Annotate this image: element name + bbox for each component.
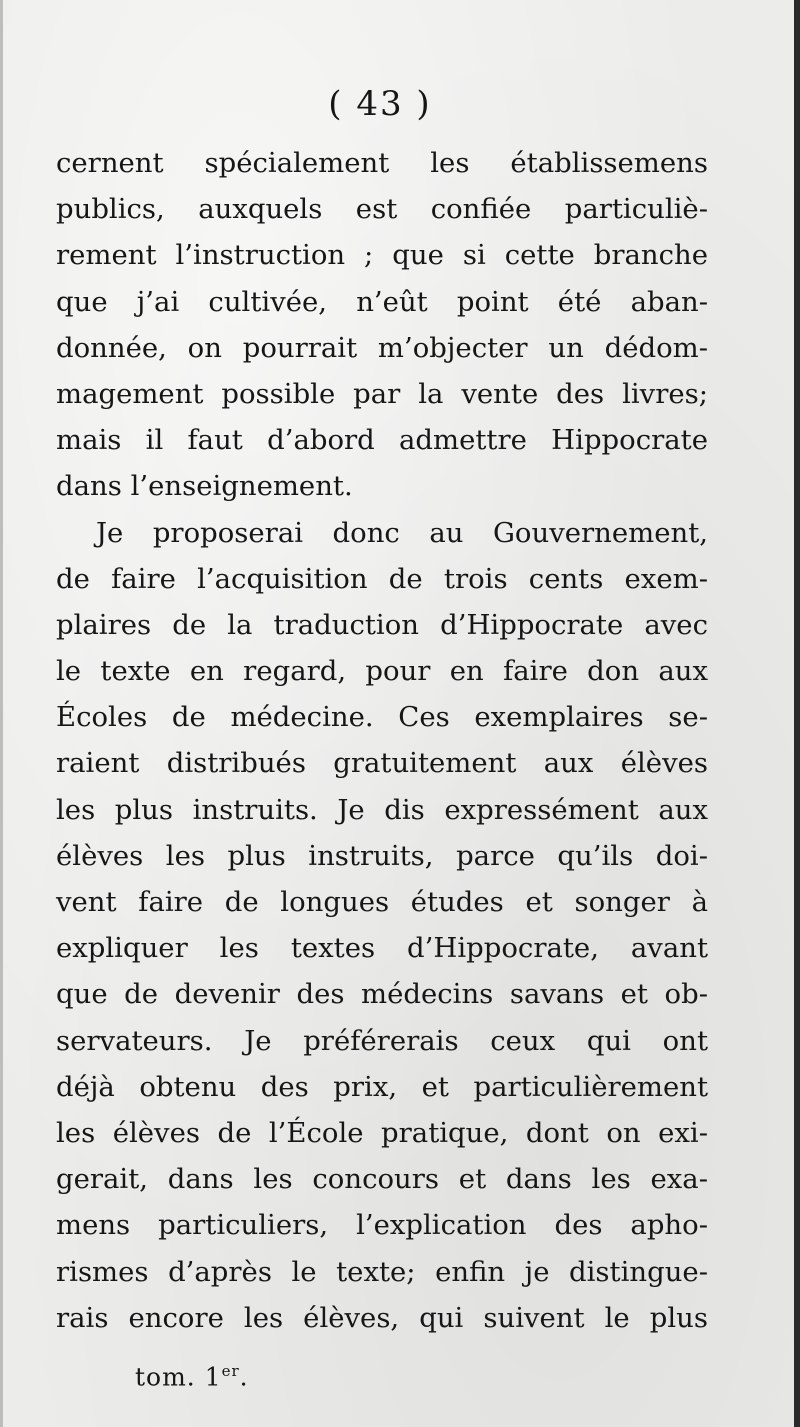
page-body xyxy=(56,140,708,1341)
text-line: déjà obtenu des prix, et particulièrement xyxy=(56,1070,708,1103)
text-line: vent faire de longues études et songer à xyxy=(56,886,708,918)
text-line: les plus instruits. Je dis expressément aux xyxy=(56,793,708,826)
text-line: mens particuliers, l’explication des apho- xyxy=(56,1209,708,1242)
page-left-edge xyxy=(0,0,3,1427)
text-line: expliquer les textes d’Hippocrate, avant xyxy=(56,932,708,965)
text-line: servateurs. Je préférerais ceux qui ont xyxy=(56,1024,708,1057)
text-line: que j’ai cultivée, n’eût point été aban- xyxy=(56,285,708,318)
signature-text: tom. 1 xyxy=(135,1362,222,1392)
page-right-edge xyxy=(794,0,800,1427)
text-line: mais il faut d’abord admettre Hippocrate xyxy=(56,424,708,457)
signature-superscript: er xyxy=(221,1362,240,1380)
signature-mark xyxy=(135,1362,249,1391)
text-line: donnée, on pourrait m’objecter un dédom- xyxy=(56,331,708,364)
text-line: cernent spécialement les établissemens xyxy=(56,147,708,179)
text-line: rement l’instruction ; que si cette branche xyxy=(56,239,708,272)
text-line: de faire l’acquisition de trois cents exem- xyxy=(56,562,708,595)
text-line: publics, auxquels est confiée particuliè- xyxy=(56,193,708,226)
text-line: Écoles de médecine. Ces exemplaires se- xyxy=(56,701,708,734)
text-line: magement possible par la vente des livres; xyxy=(56,377,708,410)
page-number: ( 43 ) xyxy=(328,84,432,124)
text-line: gerait, dans les concours et dans les exa- xyxy=(56,1163,708,1196)
text-line: rismes d’après le texte; enfin je distingue- xyxy=(56,1255,708,1288)
text-line: les élèves de l’École pratique, dont on exi- xyxy=(56,1116,708,1149)
text-line: élèves les plus instruits, parce qu’ils doi- xyxy=(56,839,708,872)
text-line: le texte en regard, pour en faire don aux xyxy=(56,655,708,688)
text-line: rais encore les élèves, qui suivent le plus xyxy=(56,1301,708,1334)
text-line: raient distribués gratuitement aux élèves xyxy=(56,747,708,780)
text-line: plaires de la traduction d’Hippocrate avec xyxy=(56,608,708,641)
text-line: Je proposerai donc au Gouvernement, xyxy=(96,516,708,549)
text-line: dans l’enseignement. xyxy=(56,470,353,503)
text-line: que de devenir des médecins savans et ob- xyxy=(56,978,708,1011)
signature-end: . xyxy=(239,1362,249,1392)
